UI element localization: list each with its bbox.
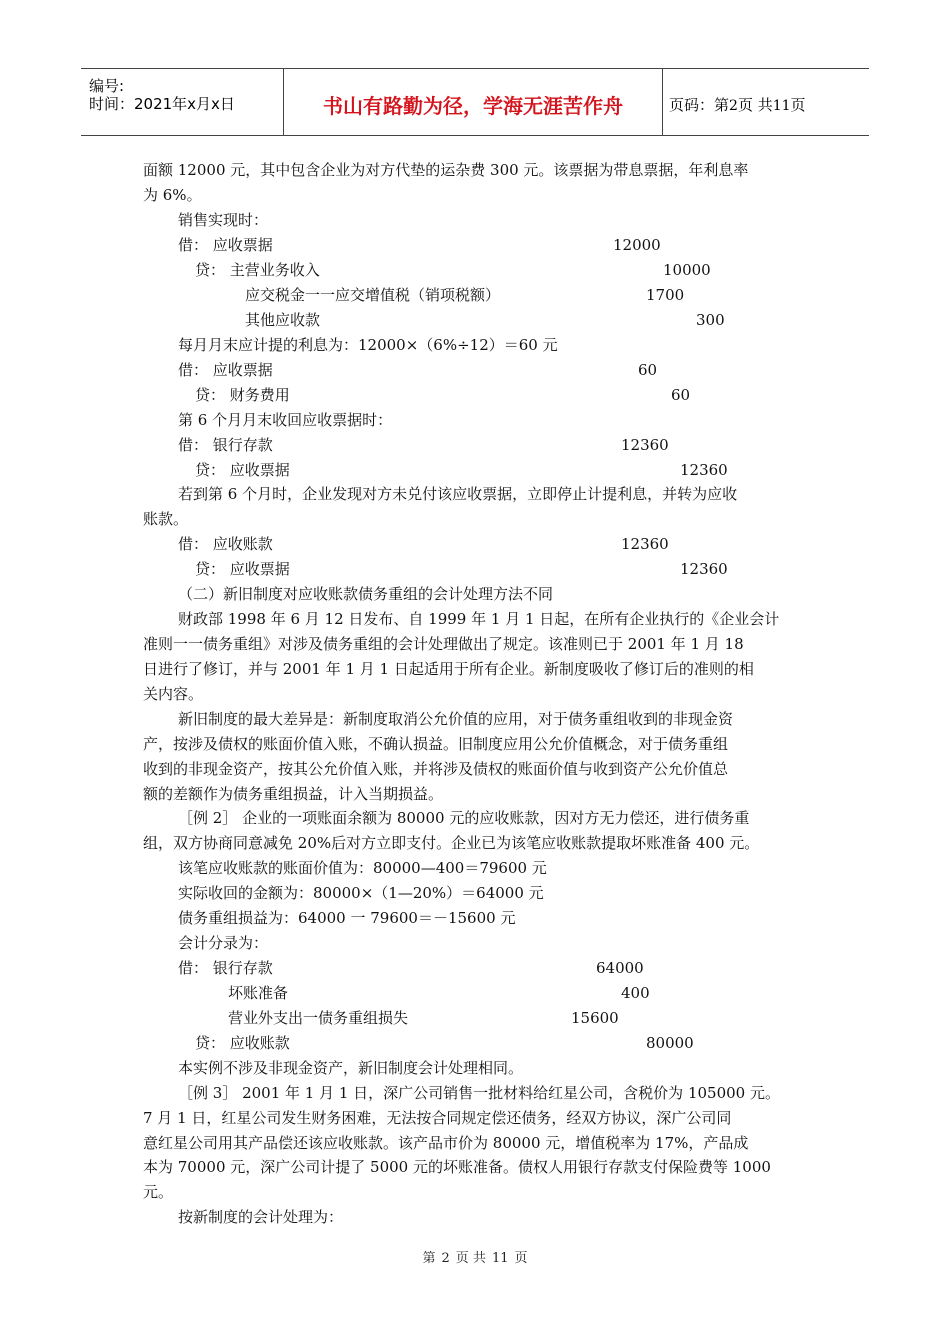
entry-debit: 借： 应收票据	[178, 236, 273, 254]
section-line: 每月月末应计提的利息为：12000×（6%÷12）＝60 元	[178, 336, 558, 354]
entry-credit: 贷： 应收票据	[195, 461, 290, 479]
calc-line: 本实例不涉及非现金资产，新旧制度会计处理相同。	[178, 1059, 524, 1077]
section-line: 第 6 个月月末收回应收票据时：	[178, 411, 393, 429]
calc-line: 该笔应收账款的账面价值为：80000—400＝79600 元	[178, 859, 547, 877]
calc-line: 实际收回的金额为：80000×（1—20%）＝64000 元	[178, 884, 544, 902]
calc-line: 会计分录为：	[178, 934, 269, 952]
entry-amount: 60	[671, 386, 691, 404]
paragraph-line: 面额 12000 元，其中包含企业为对方代垫的运杂费 300 元。该票据为带息票据，年利息率	[143, 161, 749, 179]
paragraph-line: 若到第 6 个月时，企业发现对方未兑付该应收票据，立即停止计提利息，并转为应收	[178, 485, 738, 503]
page-header	[81, 68, 869, 136]
entry-credit: 贷： 主营业务收入	[195, 261, 320, 279]
entry-debit: 借： 银行存款	[178, 959, 273, 977]
entry-debit: 坏账准备	[228, 984, 289, 1002]
entry-debit: 借： 银行存款	[178, 436, 273, 454]
paragraph-line: 关内容。	[143, 685, 204, 703]
paragraph-line: 账款。	[143, 510, 189, 528]
entry-amount: 80000	[646, 1034, 694, 1052]
paragraph-line: 准则一一债务重组》对涉及债务重组的会计处理做出了规定。该准则已于 2001 年 1 月 18	[143, 635, 744, 653]
entry-debit: 借： 应收票据	[178, 361, 273, 379]
entry-amount: 15600	[571, 1009, 619, 1027]
entry-amount: 12360	[621, 436, 669, 454]
paragraph-line: 产，按涉及债权的账面价值入账，不确认损益。旧制度应用公允价值概念，对于债务重组	[143, 735, 729, 753]
entry-amount: 64000	[596, 959, 644, 977]
code-label: 编号:	[89, 77, 125, 95]
paragraph-line: 额的差额作为债务重组损益，计入当期损益。	[143, 785, 444, 803]
entry-debit: 借： 应收账款	[178, 535, 273, 553]
paragraph-line: 7 月 1 日，红星公司发生财务困难，无法按合同规定偿还债务，经双方协议，深广公司同	[143, 1109, 732, 1127]
header-info-cell	[81, 69, 284, 135]
page-footer: 第 2 页 共 11 页	[422, 1251, 528, 1266]
paragraph-line: 本为 70000 元，深广公司计提了 5000 元的坏账准备。债权人用银行存款支付保险费等 1000	[143, 1158, 771, 1176]
header-page-cell	[663, 69, 869, 135]
entry-amount: 12360	[621, 535, 669, 553]
entry-amount: 10000	[663, 261, 711, 279]
entry-credit: 其他应收款	[245, 311, 321, 329]
calc-line: 债务重组损益为：64000 一 79600＝－15600 元	[178, 909, 516, 927]
paragraph-line: 财政部 1998 年 6 月 12 日发布、自 1999 年 1 月 1 日起，在所有企业执行的《企业会计	[178, 610, 780, 628]
entry-credit: 贷： 应收票据	[195, 560, 290, 578]
entry-amount: 12000	[613, 236, 661, 254]
paragraph-line: 收到的非现金资产，按其公允价值入账，并将涉及债权的账面价值与收到资产公允价值总	[143, 760, 729, 778]
paragraph-line: 组，双方协商同意减免 20%后对方立即支付。企业已为该笔应收账款提取坏账准备 400 元。	[143, 834, 760, 852]
entry-debit: 营业外支出一债务重组损失	[228, 1009, 409, 1027]
entry-amount: 60	[638, 361, 658, 379]
paragraph-line: ［例 2］ 企业的一项账面余额为 80000 元的应收账款，因对方无力偿还，进行债务重	[178, 809, 750, 827]
calc-line: 按新制度的会计处理为：	[178, 1208, 344, 1226]
entry-amount: 1700	[646, 286, 685, 304]
paragraph-line: 为 6%。	[143, 186, 202, 204]
entry-credit: 贷： 应收账款	[195, 1034, 290, 1052]
paragraph-line: 日进行了修订，并与 2001 年 1 月 1 日起适用于所有企业。新制度吸收了修订后的准则的相	[143, 660, 754, 678]
time-label: 时间：2021年x月x日	[89, 95, 235, 113]
paragraph-line: ［例 3］ 2001 年 1 月 1 日，深广公司销售一批材料给红星公司，含税价为 105000 元。	[178, 1084, 780, 1102]
paragraph-line: 新旧制度的最大差异是：新制度取消公允价值的应用，对于债务重组收到的非现金资	[178, 710, 734, 728]
paragraph-line: 意红星公司用其产品偿还该应收账款。该产品市价为 80000 元，增值税率为 17%，产品成	[143, 1134, 749, 1152]
header-page-number: 页码：第2页 共11页	[669, 96, 806, 114]
entry-amount: 300	[696, 311, 725, 329]
entry-amount: 12360	[680, 560, 728, 578]
motto: 书山有路勤为径，学海无涯苦作舟	[323, 94, 623, 118]
section-heading: （二）新旧制度对应收账款债务重组的会计处理方法不同	[178, 585, 554, 603]
entry-amount: 12360	[680, 461, 728, 479]
header-motto-cell	[284, 69, 663, 135]
section-line: 销售实现时：	[178, 211, 269, 229]
paragraph-line: 元。	[143, 1183, 174, 1201]
entry-credit: 应交税金一一应交增值税（销项税额）	[245, 286, 501, 304]
entry-amount: 400	[621, 984, 650, 1002]
entry-credit: 贷： 财务费用	[195, 386, 290, 404]
